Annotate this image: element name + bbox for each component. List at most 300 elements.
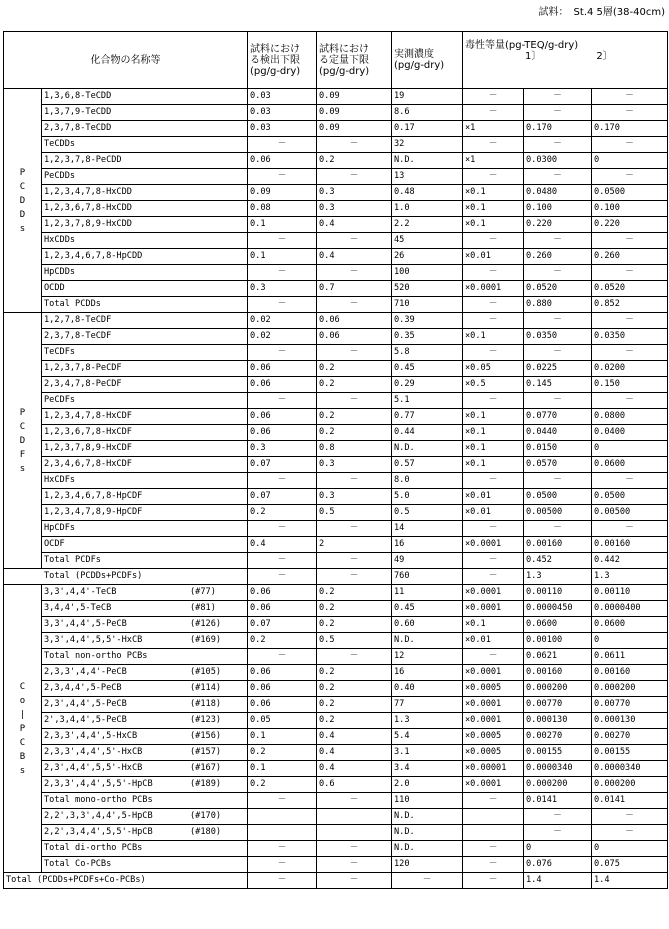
compound-name (42, 585, 248, 601)
table-row (4, 105, 668, 121)
cell-teq2: 0.0141 (592, 793, 668, 809)
cell-tef: ×0.0001 (463, 713, 524, 729)
cell-quant: － (317, 137, 392, 153)
cell-meas: 8.6 (392, 105, 463, 121)
cell-teq1: 0.170 (524, 121, 592, 137)
cell-quant: 0.2 (317, 713, 392, 729)
compound-name-text: Total (PCDDs+PCDFs) (44, 571, 143, 581)
compound-name-text: 2',3,4,4',5-PeCB (44, 715, 127, 725)
cell-teq2: 0.000200 (592, 681, 668, 697)
cell-tef: ×0.5 (463, 377, 524, 393)
dioxin-results-table (3, 31, 668, 889)
cell-quant: 0.5 (317, 505, 392, 521)
compound-name (42, 793, 248, 809)
cell-teq2: － (592, 265, 668, 281)
cell-meas: 11 (392, 585, 463, 601)
compound-name-text: 1,3,6,8-TeCDD (44, 91, 112, 101)
group-label-pcdd: P C D D s (4, 89, 42, 313)
compound-name (42, 185, 248, 201)
cell-det: 0.02 (248, 329, 317, 345)
table-row (4, 89, 668, 105)
iupac-number: (#170) (190, 811, 222, 821)
iupac-number: (#169) (190, 635, 222, 645)
cell-meas: 760 (392, 569, 463, 585)
table-row (4, 313, 668, 329)
table-row (4, 185, 668, 201)
cell-meas: 0.5 (392, 505, 463, 521)
cell-det: － (248, 649, 317, 665)
cell-tef: ×0.1 (463, 201, 524, 217)
cell-teq2: 0.170 (592, 121, 668, 137)
cell-meas: 32 (392, 137, 463, 153)
cell-tef: － (463, 521, 524, 537)
cell-teq1: 0.000200 (524, 681, 592, 697)
cell-teq2: 0.0350 (592, 329, 668, 345)
table-row (4, 217, 668, 233)
cell-meas: 0.77 (392, 409, 463, 425)
header-tox-sub2: 2〕 (596, 51, 613, 62)
cell-det: 0.2 (248, 505, 317, 521)
cell-meas: 1.3 (392, 713, 463, 729)
cell-teq1: 0.0141 (524, 793, 592, 809)
compound-name (42, 553, 248, 569)
iupac-number: (#156) (190, 731, 222, 741)
compound-name (42, 745, 248, 761)
cell-quant: 0.3 (317, 185, 392, 201)
cell-det: － (248, 841, 317, 857)
cell-quant (317, 809, 392, 825)
table-row (4, 441, 668, 457)
table-row (4, 761, 668, 777)
cell-quant: － (317, 345, 392, 361)
cell-tef: ×0.1 (463, 217, 524, 233)
cell-det: 0.06 (248, 377, 317, 393)
compound-name-text: Total mono-ortho PCBs (44, 795, 153, 805)
cell-quant: 0.2 (317, 425, 392, 441)
cell-teq2: － (592, 521, 668, 537)
cell-quant: 0.3 (317, 201, 392, 217)
compound-name (42, 233, 248, 249)
compound-name (42, 121, 248, 137)
compound-name (42, 393, 248, 409)
table-row (4, 137, 668, 153)
cell-meas: 16 (392, 537, 463, 553)
cell-det (248, 809, 317, 825)
header-det-line2: る検出下限 (250, 54, 300, 66)
group-label-pcb: C o | P C B s (4, 585, 42, 873)
cell-teq1: － (524, 137, 592, 153)
cell-teq1: 0.076 (524, 857, 592, 873)
cell-det: 0.3 (248, 281, 317, 297)
cell-teq1: 0.00110 (524, 585, 592, 601)
table-row (4, 777, 668, 793)
compound-name (42, 217, 248, 233)
cell-teq2: 0.000200 (592, 777, 668, 793)
header-meas-line1: 実測濃度 (394, 49, 434, 60)
cell-tef: － (463, 873, 524, 889)
cell-quant: 0.3 (317, 457, 392, 473)
header-detection-limit (248, 32, 317, 89)
cell-meas: 26 (392, 249, 463, 265)
compound-name-text: 2,2',3,3',4,4',5-HpCB (44, 811, 153, 821)
compound-name (42, 169, 248, 185)
table-row (4, 281, 668, 297)
table-row (4, 425, 668, 441)
header-tox-sub1: 1〕 (525, 51, 537, 62)
cell-quant: － (317, 265, 392, 281)
cell-teq2: 0.0600 (592, 457, 668, 473)
cell-det: 0.2 (248, 633, 317, 649)
cell-teq1: 0.00770 (524, 697, 592, 713)
header-quant-line2: る定量下限 (319, 54, 369, 66)
cell-teq1: － (524, 265, 592, 281)
cell-teq2: 0.0000400 (592, 601, 668, 617)
cell-teq2: 0.00500 (592, 505, 668, 521)
cell-quant: 0.7 (317, 281, 392, 297)
cell-meas: 0.45 (392, 601, 463, 617)
compound-name-text: 2,3,3',4,4',5'-HxCB (44, 747, 143, 757)
cell-tef: ×0.1 (463, 425, 524, 441)
compound-name-text: HpCDDs (44, 267, 76, 277)
compound-name (42, 409, 248, 425)
cell-det: 0.02 (248, 313, 317, 329)
cell-teq1: 0 (524, 841, 592, 857)
cell-teq2: － (592, 169, 668, 185)
compound-name (42, 521, 248, 537)
iupac-number: (#189) (190, 779, 222, 789)
cell-det: － (248, 393, 317, 409)
table-row (4, 697, 668, 713)
cell-tef: ×0.00001 (463, 761, 524, 777)
cell-meas: 12 (392, 649, 463, 665)
cell-det: 0.06 (248, 153, 317, 169)
cell-meas: 0.39 (392, 313, 463, 329)
table-row (4, 601, 668, 617)
compound-name-text: 1,2,3,7,8,9-HxCDD (44, 219, 132, 229)
iupac-number: (#126) (190, 619, 222, 629)
table-row (4, 265, 668, 281)
cell-teq1: 0.100 (524, 201, 592, 217)
compound-name (42, 617, 248, 633)
compound-name-text: 1,2,3,7,8-PeCDF (44, 363, 122, 373)
cell-meas: 77 (392, 697, 463, 713)
cell-det: 0.06 (248, 681, 317, 697)
cell-tef: ×0.01 (463, 505, 524, 521)
compound-name (4, 569, 248, 585)
cell-tef: ×0.01 (463, 489, 524, 505)
cell-teq2: 0 (592, 153, 668, 169)
iupac-number: (#81) (190, 603, 216, 613)
compound-name-text: Total di-ortho PCBs (44, 843, 143, 853)
cell-teq1: － (524, 825, 592, 841)
table-row (4, 521, 668, 537)
cell-meas: 0.35 (392, 329, 463, 345)
cell-det: 0.03 (248, 105, 317, 121)
table-row (4, 585, 668, 601)
compound-name-text: 3,3',4,4',5,5'-HxCB (44, 635, 143, 645)
cell-teq1: － (524, 345, 592, 361)
compound-name-text: 2,3,4,7,8-PeCDF (44, 379, 122, 389)
cell-tef: ×0.0005 (463, 681, 524, 697)
cell-teq1: 0.00100 (524, 633, 592, 649)
cell-teq2: 0.00155 (592, 745, 668, 761)
cell-teq1: 0.880 (524, 297, 592, 313)
table-row (4, 633, 668, 649)
cell-det: 0.07 (248, 617, 317, 633)
header-toxic-equivalent (463, 32, 668, 89)
cell-quant: － (317, 569, 392, 585)
cell-tef: ×0.01 (463, 633, 524, 649)
compound-name-text: 1,2,3,7,8-PeCDD (44, 155, 122, 165)
compound-name (42, 537, 248, 553)
cell-tef: － (463, 313, 524, 329)
cell-tef: ×0.0001 (463, 697, 524, 713)
cell-det: 0.1 (248, 729, 317, 745)
table-row (4, 329, 668, 345)
cell-teq2: 1.4 (592, 873, 668, 889)
cell-tef: ×1 (463, 153, 524, 169)
cell-det: 0.06 (248, 409, 317, 425)
cell-meas: － (392, 873, 463, 889)
cell-quant: 0.4 (317, 745, 392, 761)
compound-name (42, 249, 248, 265)
compound-name (42, 137, 248, 153)
compound-name-text: 3,3',4,4',5-PeCB (44, 619, 127, 629)
cell-teq2: － (592, 233, 668, 249)
cell-meas: 0.40 (392, 681, 463, 697)
cell-quant: － (317, 841, 392, 857)
table-row (4, 617, 668, 633)
compound-name-text: HxCDDs (44, 235, 76, 245)
table-row (4, 713, 668, 729)
compound-name-text: PeCDFs (44, 395, 76, 405)
cell-teq1: － (524, 105, 592, 121)
compound-name (42, 313, 248, 329)
cell-tef: ×0.0001 (463, 777, 524, 793)
table-row (4, 809, 668, 825)
cell-teq1: 0.145 (524, 377, 592, 393)
cell-meas: 8.0 (392, 473, 463, 489)
cell-teq1: 0.0000450 (524, 601, 592, 617)
cell-quant (317, 825, 392, 841)
cell-meas: 16 (392, 665, 463, 681)
cell-teq2: 0.852 (592, 297, 668, 313)
cell-meas: 3.1 (392, 745, 463, 761)
cell-tef: ×0.0001 (463, 665, 524, 681)
cell-meas: 110 (392, 793, 463, 809)
cell-det: 0.06 (248, 425, 317, 441)
cell-meas: 5.1 (392, 393, 463, 409)
header-compound-name: 化合物の名称等 (4, 32, 248, 89)
cell-teq2: － (592, 89, 668, 105)
table-row (4, 825, 668, 841)
table-row (4, 121, 668, 137)
cell-tef: － (463, 473, 524, 489)
cell-tef (463, 825, 524, 841)
cell-det: 0.4 (248, 537, 317, 553)
compound-name-text: 1,2,3,4,6,7,8-HpCDF (44, 491, 143, 501)
cell-teq2: 0.0000340 (592, 761, 668, 777)
compound-name (42, 489, 248, 505)
cell-quant: 0.4 (317, 249, 392, 265)
cell-det: 0.06 (248, 601, 317, 617)
cell-meas: N.D. (392, 633, 463, 649)
compound-name (42, 89, 248, 105)
cell-det (248, 825, 317, 841)
compound-name (42, 105, 248, 121)
header-quant-limit (317, 32, 392, 89)
compound-name-text: 1,2,3,7,8,9-HxCDF (44, 443, 132, 453)
compound-name-text: TeCDDs (44, 139, 76, 149)
cell-meas: 0.57 (392, 457, 463, 473)
cell-tef: ×0.0005 (463, 729, 524, 745)
compound-name-text: Total PCDDs (44, 299, 101, 309)
cell-teq1: 0.00155 (524, 745, 592, 761)
cell-teq2: － (592, 313, 668, 329)
cell-teq1: － (524, 89, 592, 105)
compound-name (42, 441, 248, 457)
compound-name-text: Total (PCDDs+PCDFs+Co-PCBs) (6, 875, 146, 885)
cell-quant: 0.2 (317, 377, 392, 393)
cell-teq1: 0.0440 (524, 425, 592, 441)
cell-tef: ×0.1 (463, 617, 524, 633)
cell-teq2: 0.0600 (592, 617, 668, 633)
cell-quant: － (317, 233, 392, 249)
cell-det: 0.07 (248, 457, 317, 473)
compound-name (42, 361, 248, 377)
iupac-number: (#118) (190, 699, 222, 709)
compound-name (42, 265, 248, 281)
cell-teq2: － (592, 825, 668, 841)
cell-teq2: 0.00110 (592, 585, 668, 601)
header-row (4, 32, 668, 89)
table-row (4, 537, 668, 553)
cell-tef: － (463, 841, 524, 857)
cell-quant: 0.5 (317, 633, 392, 649)
cell-tef: － (463, 793, 524, 809)
cell-meas: 0.60 (392, 617, 463, 633)
compound-name (42, 681, 248, 697)
compound-name-text: 2,3',4,4',5-PeCB (44, 699, 127, 709)
compound-name-text: 2,3,3',4,4',5,5'-HpCB (44, 779, 153, 789)
cell-teq1: 0.220 (524, 217, 592, 233)
sample-label: 試料： St.4 5層(38-40cm) (538, 7, 665, 18)
cell-teq1: － (524, 169, 592, 185)
cell-det: 0.06 (248, 697, 317, 713)
cell-teq2: 0.00160 (592, 537, 668, 553)
cell-meas: 13 (392, 169, 463, 185)
cell-det: － (248, 169, 317, 185)
cell-meas: 120 (392, 857, 463, 873)
compound-name (42, 425, 248, 441)
table-row (4, 665, 668, 681)
cell-tef (463, 809, 524, 825)
compound-name-text: HxCDFs (44, 475, 76, 485)
compound-name (42, 761, 248, 777)
header-meas-unit: (pg/g-dry) (394, 60, 445, 71)
compound-name-text: PeCDDs (44, 171, 76, 181)
cell-meas: 2.0 (392, 777, 463, 793)
cell-teq2: － (592, 105, 668, 121)
cell-quant: 0.3 (317, 489, 392, 505)
cell-tef: ×0.1 (463, 457, 524, 473)
cell-meas: N.D. (392, 441, 463, 457)
cell-teq1: － (524, 473, 592, 489)
cell-meas: 5.4 (392, 729, 463, 745)
header-tox-title: 毒性等量(pg-TEQ/g-dry) (465, 40, 579, 51)
cell-meas: 5.8 (392, 345, 463, 361)
compound-name (42, 809, 248, 825)
cell-det: － (248, 137, 317, 153)
cell-teq1: 0.0300 (524, 153, 592, 169)
compound-name-text: 2,2',3,4,4',5,5'-HpCB (44, 827, 153, 837)
cell-quant: 0.2 (317, 361, 392, 377)
cell-det: 0.3 (248, 441, 317, 457)
cell-teq1: － (524, 809, 592, 825)
cell-quant: 0.06 (317, 329, 392, 345)
compound-name-text: 3,3',4,4'-TeCB (44, 587, 117, 597)
cell-teq1: 0.0520 (524, 281, 592, 297)
cell-det: － (248, 857, 317, 873)
compound-name-text: 2,3,7,8-TeCDD (44, 123, 112, 133)
cell-teq2: 0.220 (592, 217, 668, 233)
cell-quant: － (317, 521, 392, 537)
compound-name (4, 873, 248, 889)
compound-name-text: 1,2,3,6,7,8-HxCDD (44, 203, 132, 213)
cell-quant: 0.8 (317, 441, 392, 457)
cell-quant: － (317, 297, 392, 313)
cell-quant: 0.2 (317, 601, 392, 617)
cell-teq2: － (592, 137, 668, 153)
iupac-number: (#157) (190, 747, 222, 757)
group-label-pcdf: P C D F s (4, 313, 42, 569)
header-tox-sub (465, 51, 665, 62)
compound-name-text: Total PCDFs (44, 555, 101, 565)
compound-name (42, 505, 248, 521)
table-row (4, 505, 668, 521)
cell-teq1: 0.0621 (524, 649, 592, 665)
compound-name (42, 153, 248, 169)
cell-meas: N.D. (392, 825, 463, 841)
compound-name (42, 281, 248, 297)
table-row (4, 409, 668, 425)
cell-quant: － (317, 857, 392, 873)
cell-det: － (248, 233, 317, 249)
cell-tef: － (463, 105, 524, 121)
compound-name-text: OCDD (44, 283, 65, 293)
header-measured (392, 32, 463, 89)
cell-det: 0.1 (248, 217, 317, 233)
cell-quant: 0.2 (317, 153, 392, 169)
cell-quant: － (317, 649, 392, 665)
compound-name-text: 2,3',4,4',5,5'-HxCB (44, 763, 143, 773)
cell-tef: ×1 (463, 121, 524, 137)
cell-det: 0.2 (248, 777, 317, 793)
cell-quant: － (317, 393, 392, 409)
cell-det: 0.07 (248, 489, 317, 505)
table-row (4, 169, 668, 185)
compound-name-text: HpCDFs (44, 523, 76, 533)
cell-teq1: 0.00270 (524, 729, 592, 745)
cell-teq2: 0 (592, 441, 668, 457)
table-row (4, 873, 668, 889)
cell-meas: 45 (392, 233, 463, 249)
compound-name-text: 2,3,4,6,7,8-HxCDF (44, 459, 132, 469)
table-row (4, 745, 668, 761)
cell-tef: － (463, 297, 524, 313)
cell-teq1: － (524, 233, 592, 249)
cell-teq2: 0 (592, 633, 668, 649)
